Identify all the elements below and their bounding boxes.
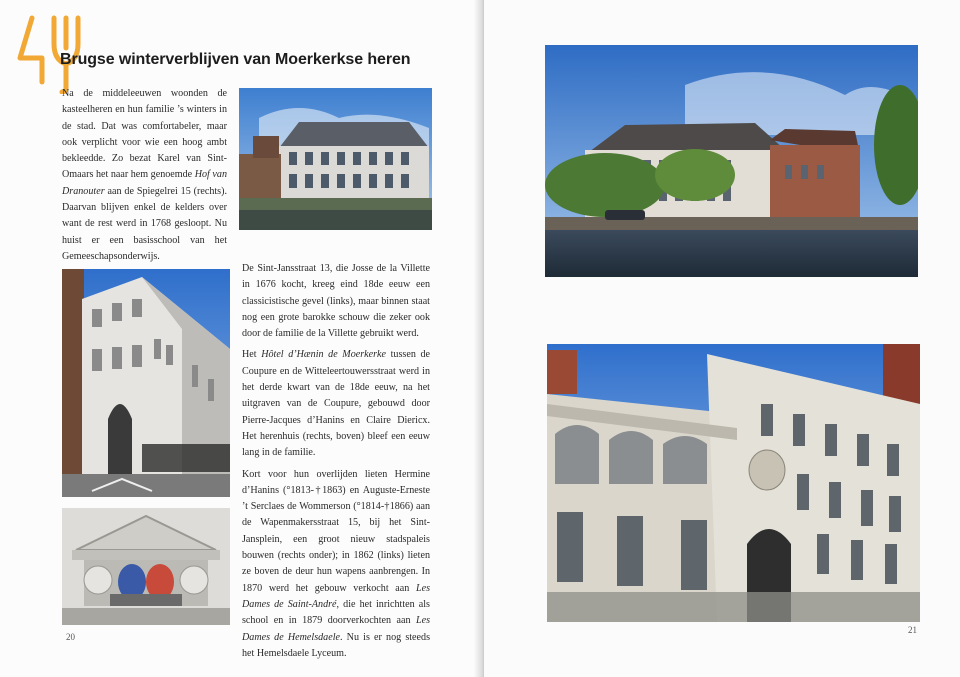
- paragraph-hotel-moerkerke: Het Hôtel d’Hænin de Moerkerke tussen de Coupure en de Witteleertouwersstraat werd in het derde kwart van de 18de eeuw, na het uitgraven van de Coupure, gebouwd door Pierre-Jacques d’Hanins en Claire Diericx. Het herenhuis (rechts, boven) bleef een eeuw lang in de familie.: [242, 349, 430, 459]
- photo-hotel-haenin-canal: [545, 45, 918, 277]
- photo-coat-of-arms: [62, 508, 230, 625]
- photo-hof-van-dranouter: [239, 88, 432, 230]
- paragraph-sint-jansstraat: De Sint-Jansstraat 13, die Josse de la Villette in 1676 kocht, kreeg eind 18de eeuw een classicistische gevel (links), maar binnen staat nog een grote barokke schouw die zeker ook door de familie de la Villette gebruikt werd.: [242, 263, 430, 340]
- paragraph-wapenmakersstraat: Kort voor hun overlijden lieten Hermine d’Hanins (°1813-†1863) en Auguste-Erneste ’t Serclaes de Wommerson (°1814-†1866) aan de Wapenmakersstraat 15, bij het Sint-Jansplein, een groot nieuw stadspaleis bouwen (rechts onder); in 1862 (links) lieten ze boven de deur hun wapens aanbrengen. In 1870 werd het gebouw verkocht aan Les Dames de Saint-André, die het inrichtten als school en in 1879 doorverkochten aan Les Dames de Hemelsdaele. Nu is er nog steeds het Hemelsdaele Lyceum.: [242, 468, 430, 659]
- intro-paragraph: Na de middeleeuwen woonden de kasteelheren en hun familie ’s winters in de stad. Dat was comfortabeler, maar ook verplicht voor wie een hoog ambt bekleedde. Zo bezat Karel van Sint-Omaars het naar hem genoemde Hof van Dranouter aan de Spiegelrei 15 (rechts). Daarvan blijven enkel de kelders over want de rest werd in 1768 gesloopt. Nu huist er een basisschool van het Gemeeschapsonderwijs.: [62, 88, 227, 262]
- page-number-left: 20: [66, 632, 75, 642]
- photo-stadspaleis-wapenmakersstraat: [547, 344, 920, 622]
- page-number-right: 21: [908, 625, 917, 635]
- main-column-text: [242, 261, 430, 667]
- photo-sint-jansstraat-facade: [62, 269, 230, 497]
- page-title: Brugse winterverblijven van Moerkerkse heren: [60, 51, 411, 68]
